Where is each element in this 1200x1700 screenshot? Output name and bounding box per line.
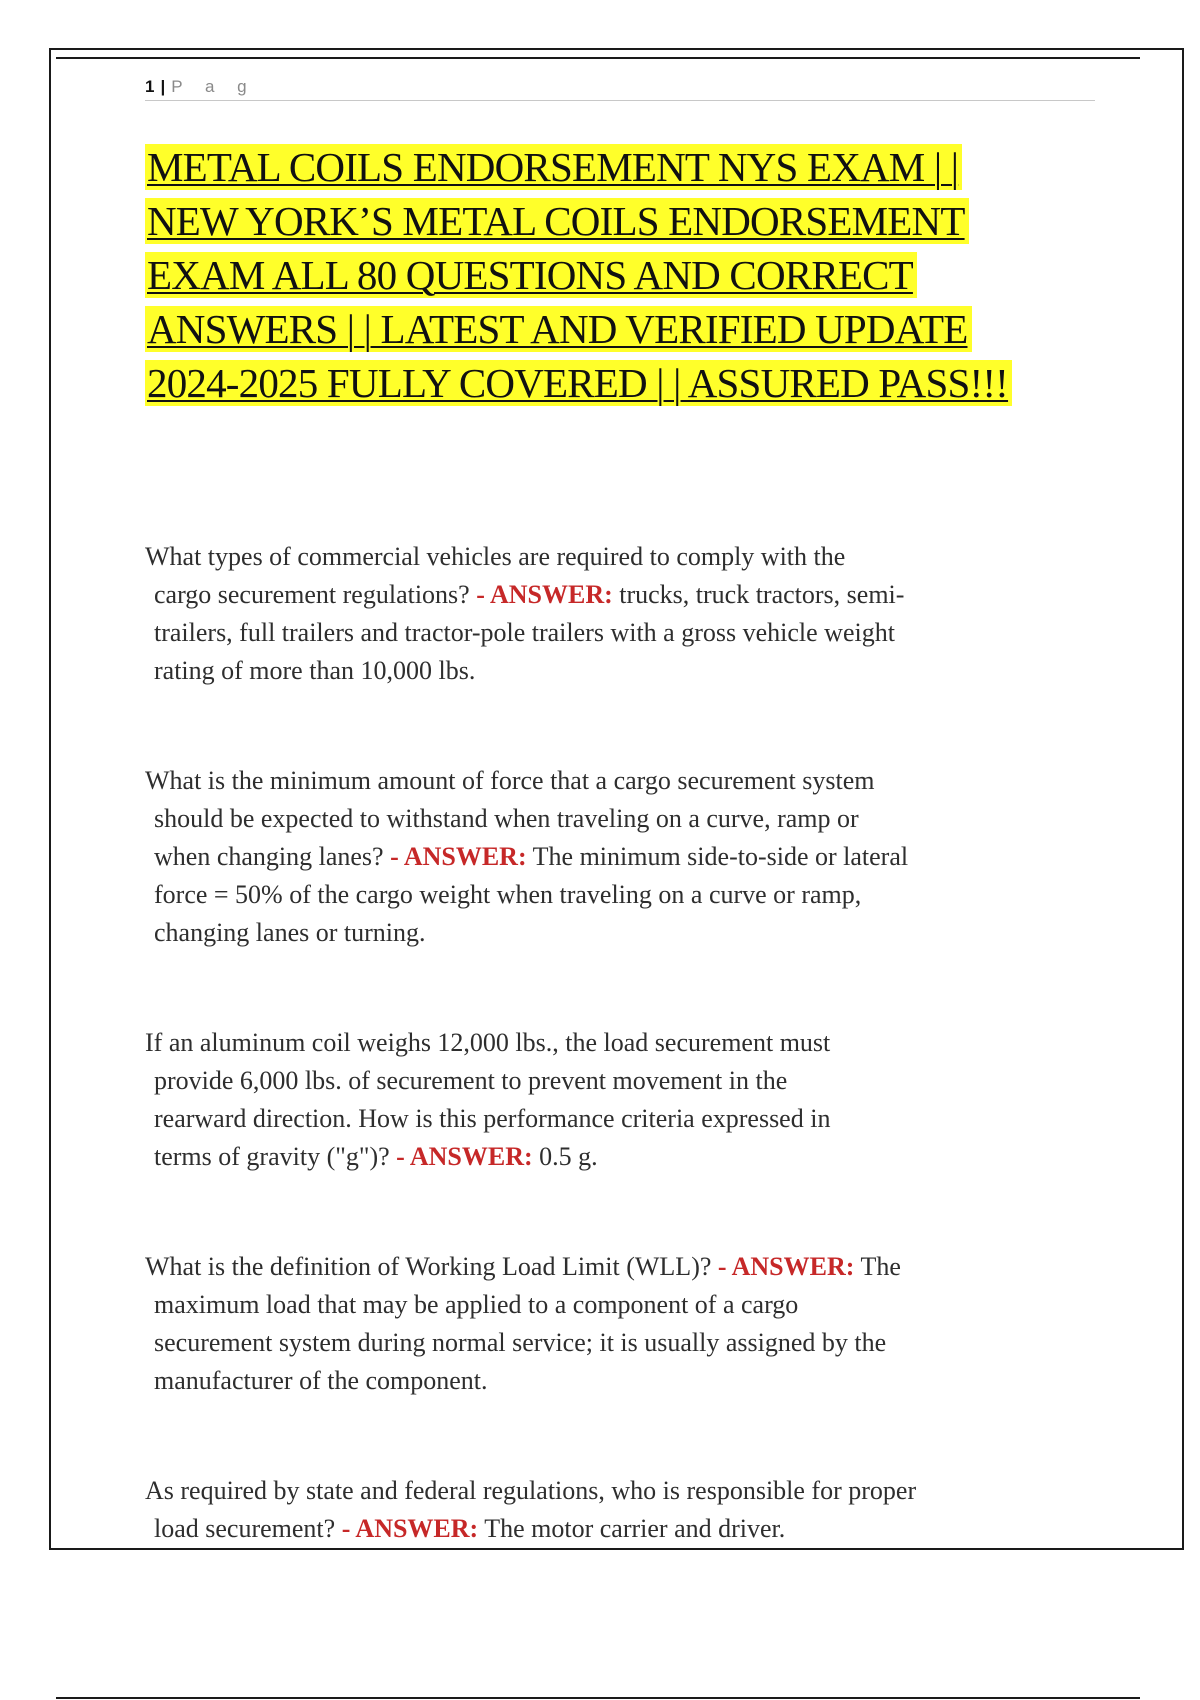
question-answer-line — [145, 838, 1080, 876]
question-text: load securement? — [154, 1514, 336, 1543]
title-line: ANSWERS | | LATEST AND VERIFIED UPDATE — [145, 302, 1075, 356]
answer-label: - ANSWER: — [476, 580, 613, 609]
answer-label: - ANSWER: — [341, 1514, 479, 1543]
question-answer-line — [145, 1248, 1080, 1286]
question-line: provide 6,000 lbs. of securement to prevent movement in the — [154, 1066, 788, 1095]
question-line: What types of commercial vehicles are required to comply with the — [145, 542, 846, 571]
answer-label: - ANSWER: — [717, 1252, 855, 1281]
question-line: rearward direction. How is this performance criteria expressed in — [154, 1104, 831, 1133]
answer-text: The — [860, 1252, 901, 1281]
top-rule — [56, 57, 1140, 59]
question-answer-line — [145, 576, 1080, 614]
answer-text: trucks, truck tractors, semi- — [619, 580, 905, 609]
answer-line: changing lanes or turning. — [154, 918, 426, 947]
answer-text: The motor carrier and driver. — [484, 1514, 786, 1543]
qa-item — [145, 762, 1080, 952]
question-text: cargo securement regulations? — [154, 580, 470, 609]
title-line: 2024-2025 FULLY COVERED | | ASSURED PASS!!! — [145, 356, 1075, 410]
question-text: What is the definition of Working Load Limit (WLL)? — [145, 1252, 712, 1281]
title-line: NEW YORK’S METAL COILS ENDORSEMENT — [145, 194, 1075, 248]
answer-label: - ANSWER: — [390, 842, 527, 871]
question-text: terms of gravity ("g")? — [154, 1142, 390, 1171]
answer-label: - ANSWER: — [396, 1142, 533, 1171]
question-line: What is the minimum amount of force that a cargo securement system — [145, 766, 875, 795]
question-answer-line — [145, 1510, 1080, 1548]
qa-item — [145, 538, 1080, 690]
bottom-rule — [56, 1697, 1140, 1699]
qa-item — [145, 1472, 1080, 1548]
question-line: As required by state and federal regulations, who is responsible for proper — [145, 1476, 917, 1505]
question-answer-line — [145, 1138, 1080, 1176]
answer-text: 0.5 g. — [539, 1142, 598, 1171]
answer-text: The minimum side-to-side or lateral — [532, 842, 909, 871]
title-line: METAL COILS ENDORSEMENT NYS EXAM | | — [145, 140, 1075, 194]
title-line: EXAM ALL 80 QUESTIONS AND CORRECT — [145, 248, 1075, 302]
question-line: If an aluminum coil weighs 12,000 lbs., the load securement must — [145, 1028, 831, 1057]
answer-line: manufacturer of the component. — [154, 1366, 488, 1395]
qa-item — [145, 1024, 1080, 1176]
question-line: should be expected to withstand when traveling on a curve, ramp or — [154, 804, 859, 833]
question-text: when changing lanes? — [154, 842, 384, 871]
answer-line: maximum load that may be applied to a component of a cargo — [154, 1290, 799, 1319]
page-word: P a g — [171, 77, 256, 96]
page-header — [145, 74, 1095, 101]
page-number: 1 — [145, 77, 155, 96]
qa-item — [145, 1248, 1080, 1400]
answer-line: trailers, full trailers and tractor-pole trailers with a gross vehicle weight — [154, 618, 895, 647]
answer-line: force = 50% of the cargo weight when traveling on a curve or ramp, — [154, 880, 862, 909]
page-separator: | — [160, 77, 166, 96]
answer-line: securement system during normal service; it is usually assigned by the — [154, 1328, 887, 1357]
document-title — [145, 140, 1075, 410]
answer-line: rating of more than 10,000 lbs. — [154, 656, 476, 685]
